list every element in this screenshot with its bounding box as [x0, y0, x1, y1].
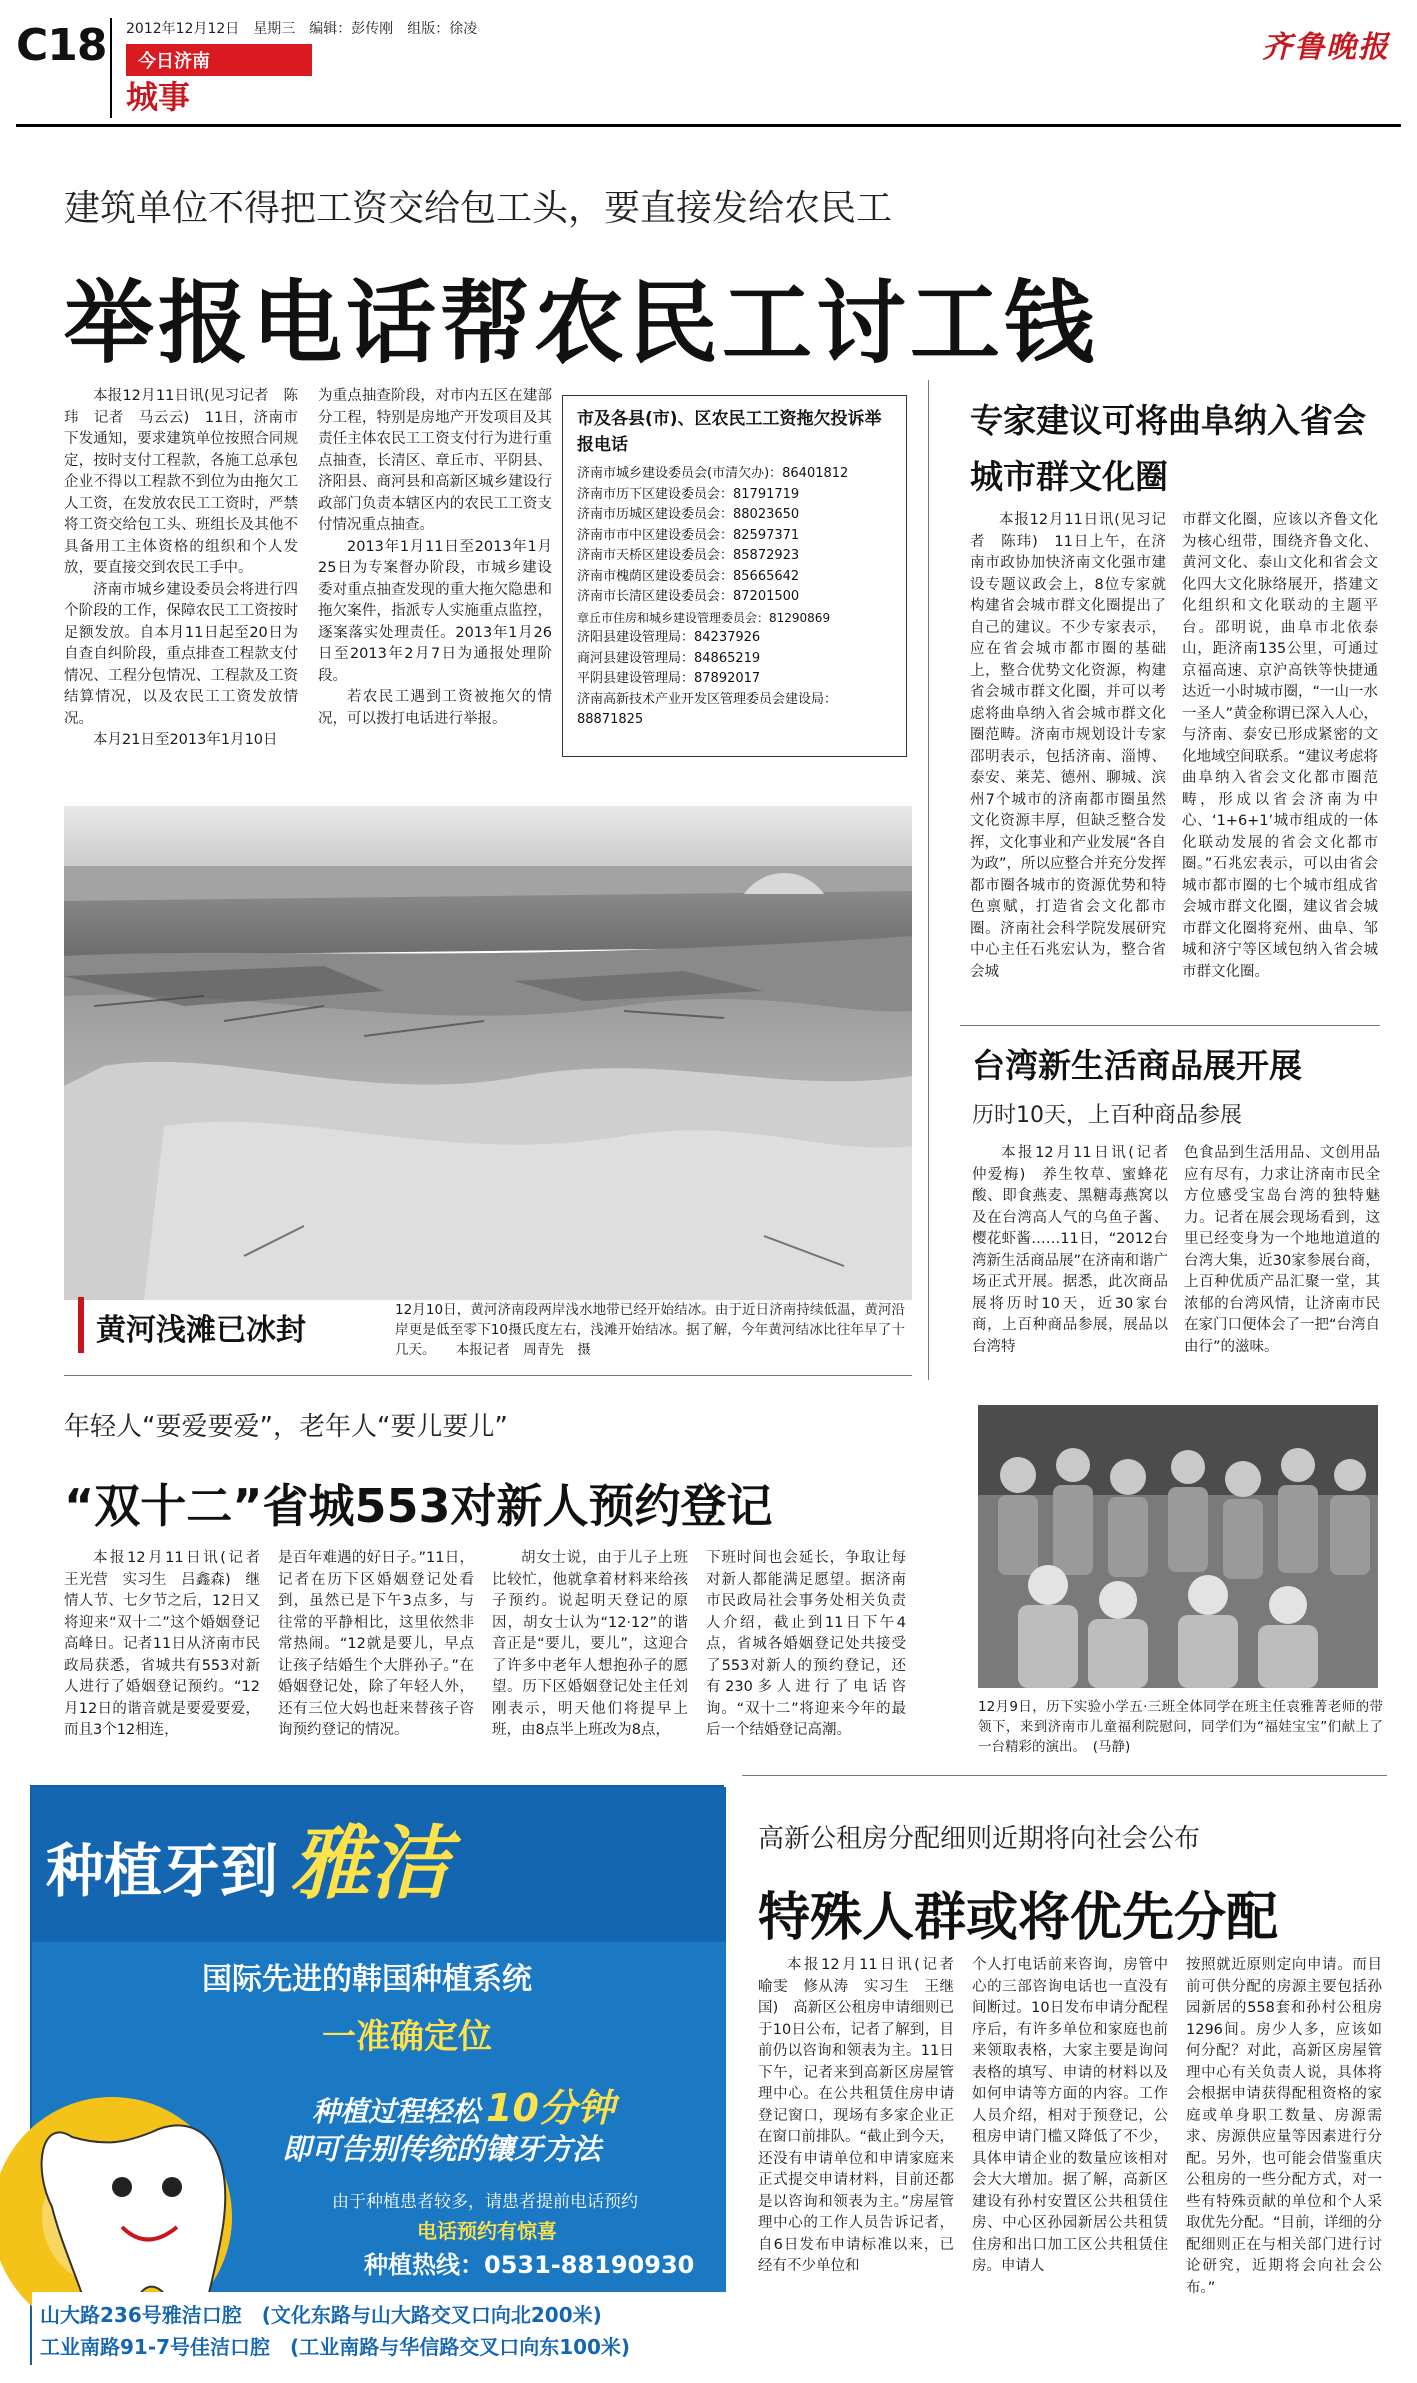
lead-headline: 举报电话帮农民工讨工钱 [64, 271, 1098, 376]
culture-col1-text: 本报12月11日讯(见习记者 陈玮) 11日上午，在济南市政协加快济南文化强市建设专题议政会上，8位专家就构建省会城市群文化圈提出了自己的建议。不少专家表示，应在省会城市都市圈的基础上，整合优势文化资源，构建省会城市群文化圈，并可以考虑将曲阜纳入省会城市群文化圈范畴。济南市规划设计专家邵明表示，包括济南、淄博、泰安、莱芜、德州、聊城、滨州7个城市的济南都市圈虽然文化资源丰厚，但缺乏整合发挥，文化事业和产业发展“各自为政”，所以应整合并充分发挥都市圈各城市的资源优势和特色禀赋，打造省会文化都市圈。济南社会科学院发展研究中心主任石兆宏认为，整合省会城 [970, 512, 1167, 980]
housing-headline: 特殊人群或将优先分配 [758, 1888, 1279, 1948]
lead-col2-p2: 2013年1月11日至2013年1月25日为专案督办阶段，市城乡建设委对重点抽查发现的重大拖欠隐患和拖欠案件，指派专人实施重点监控，逐案落实处理责任。2013年1月26日至2013年2月7日为通报处理阶段。 [318, 538, 552, 684]
page-code: C18 [16, 20, 107, 71]
hotline-row: 章丘市住房和城乡建设管理委员会：81290869 [577, 610, 831, 625]
brand-logo: 齐鲁晚报 [1262, 30, 1390, 65]
ad-hotline: 种植热线：0531-88190930 [364, 2251, 695, 2279]
lead-kicker: 建筑单位不得把工资交给包工头，要直接发给农民工 [64, 188, 893, 229]
wedding-top-rule [64, 1375, 912, 1376]
lead-col1-p3: 本月21日至2013年1月10日 [93, 732, 278, 748]
kids-photo [978, 1405, 1378, 1688]
header-rule [16, 124, 1401, 127]
dental-ad [30, 1785, 724, 2365]
housing-col3-text: 按照就近原则定向申请。而目前可供分配的房源主要包括孙园新居的558套和孙村公租房1296间。房少人多，应该如何分配？对此，高新区房屋管理中心有关负责人说，具体将会根据申请获得配租资格的家庭或单身职工数量、房源需求、房源供应量等因素进行分配。另外，也可能会借鉴重庆公租房的一些分配方式，对一些有特殊贡献的单位和个人采取优先分配。“目前，详细的分配细则正在与相关部门进行讨论研究，近期将会向社会公布。” [1186, 1957, 1383, 2296]
section-tab: 今日济南 [126, 44, 312, 76]
wedding-col4 [706, 1548, 906, 1763]
wedding-col2-text: 是百年难遇的好日子。”11日，记者在历下区婚姻登记处看到，虽然已是下午3点多，与往常的平静相比，这里依然非常热闹。“12就是要儿，早点让孩子结婚生个大胖孙子。”在婚姻登记处，除了年轻人外，还有三位大妈也赶来替孩子咨询预约登记的情况。 [278, 1550, 474, 1738]
ad-line4 [312, 2077, 615, 2132]
ad-address-1: 山大路236号雅洁口腔 (文化东路与山大路交叉口向北200米) [40, 2303, 602, 2327]
culture-col2 [1182, 510, 1378, 1015]
hotline-row: 济南市槐荫区建设委员会：85665642 [577, 568, 800, 584]
hotline-row: 平阴县建设管理局：87892017 [577, 671, 761, 686]
ad-line4-b: 10分钟 [486, 2086, 615, 2130]
culture-headline-text: 专家建议可将曲阜纳入省会城市群文化圈 [970, 401, 1366, 496]
housing-kicker: 高新公租房分配细则近期将向社会公布 [758, 1824, 1201, 1854]
ad-line3: 一准确定位 [322, 2017, 492, 2057]
hotline-box [562, 395, 907, 757]
lead-col1-p2: 济南市城乡建设委员会将进行四个阶段的工作，保障农民工工资按时足额发放。自本月11日起至20日为自查自纠阶段，重点排查工程款支付情况、工程分包情况、工程款及工资结算情况，以及农民工工资发放情况。 [64, 581, 298, 727]
ad-line4-a: 种植过程轻松 [312, 2095, 481, 2128]
culture-col1 [970, 510, 1166, 1015]
hotline-row: 济南市长清区建设委员会：87201500 [577, 589, 800, 604]
kids-photo-caption: 12月9日，历下实验小学五·三班全体同学在班主任袁雅菁老师的带领下，来到济南市儿童福利院慰问，同学们为“福娃宝宝”们献上了一台精彩的演出。 (马静) [978, 1699, 1383, 1755]
taiwan-col2-text: 色食品到生活用品、文创用品应有尽有，力求让济南市民全方位感受宝岛台湾的独特魅力。记者在展会现场看到，这里已经变身为一个地地道道的台湾大集，近30家参展台商，上百种优质产品汇聚一堂，其浓郁的台湾风情，让济南市民在家门口便体会了一把“台湾自由行”的滋味。 [1184, 1145, 1381, 1355]
hotline-row: 济南市市中区建设委员会：82597371 [577, 527, 800, 543]
hotline-row: 济南市历下区建设委员会：81791719 [577, 486, 800, 502]
wedding-col3 [492, 1548, 688, 1763]
culture-headline [970, 393, 1390, 505]
ad-line7: 电话预约有惊喜 [417, 2219, 557, 2243]
kids-photo-image [978, 1405, 1378, 1688]
taiwan-subhead: 历时10天，上百种商品参展 [972, 1103, 1242, 1128]
culture-col2-text: 市群文化圈，应该以齐鲁文化为核心纽带，围绕齐鲁文化、黄河文化、泰山文化和省会文化四大文化脉络展开，搭建文化组织和文化联动的主题平台。邵明说，曲阜市北依泰山，距济南135公里，可通过京福高速、京沪高铁等快捷通达近一小时城市圈，“一山一水一圣人”黄金称谓已深入人心，与济南、泰安已形成紧密的文化地域空间联系。“建议考虑将曲阜纳入省会文化都市圈范畴，形成以省会济南为中心、‘1+6+1’城市组成的一体化联动发展的省会文化都市圈。”石兆宏表示，可以由省会城市都市圈的七个城市组成省会城市群文化圈，建议省会城市群文化圈将兖州、曲阜、邹城和济宁等区域包纳入省会城市群文化圈。 [1182, 512, 1379, 980]
wedding-col3-text: 胡女士说，由于儿子上班比较忙，他就拿着材料来给孩子预约。说起明天登记的原因，胡女士认为“12·12”的谐音正是“要儿，要儿”，这迎合了许多中老年人想抱孙子的愿望。历下区婚姻登记处主任刘刚表示，明天他们将提早上班，由8点半上班改为8点， [492, 1550, 688, 1738]
header-divider-vertical [110, 18, 112, 118]
taiwan-col1-text: 本报12月11日讯(记者 仲爱梅) 养生牧草、蜜蜂花酸、即食燕麦、黑糖毒燕窝以及在台湾高人气的乌鱼子酱、樱花虾酱……11日，“2012台湾新生活商品展”在济南和谐广场正式开展。据悉，此次商品展将历时10天，近30家台商，上百种商品参展，展品以台湾特 [972, 1145, 1183, 1355]
housing-col1 [758, 1955, 969, 2365]
hotline-row: 商河县建设管理局：84865219 [577, 650, 761, 666]
wedding-col4-text: 下班时间也会延长，争取让每对新人都能满足愿望。据济南市民政局社会事务处相关负责人介绍，截止到11日下午4点，省城各婚姻登记处共接受了553对新人的预约登记，还有230多人进行了电话咨询。“双十二”将迎来今年的最后一个结婚登记高潮。 [706, 1550, 906, 1738]
ad-line5: 即可告别传统的镶牙方法 [282, 2132, 602, 2166]
ad-line6: 由于种植患者较多，请患者提前电话预约 [332, 2192, 638, 2212]
river-photo-caption: 12月10日，黄河济南段两岸浅水地带已经开始结冰。由于近日济南持续低温，黄河沿岸更是低至零下10摄氏度左右，浅滩开始结冰。据了解，今年黄河结冰比往年早了十几天。 本报记者 周青先 摄 [395, 1302, 905, 1358]
housing-col3 [1186, 1955, 1382, 2365]
hotline-row: 济南市历城区建设委员会：88023650 [577, 507, 800, 522]
wedding-kicker: 年轻人“要爱要爱”，老年人“要儿要儿” [64, 1412, 508, 1442]
header-meta: 2012年12月12日 星期三 编辑：彭传刚 组版：徐凌 [126, 21, 478, 37]
hotline-row: 济南高新技术产业开发区管理委员会建设局：88871825 [577, 691, 838, 727]
taiwan-headline: 台湾新生活商品展开展 [972, 1046, 1302, 1085]
lead-col2 [318, 386, 552, 776]
wedding-col1-text: 本报12月11日讯(记者 王光营 实习生 吕鑫森) 继情人节、七夕节之后，12日又将迎来“双十二”这个婚姻登记高峰日。记者11日从济南市民政局获悉，省城共有553对新人进行了婚姻登记预约。“12月12日的谐音就是要爱要爱，而且3个12相连， [64, 1550, 275, 1738]
ad-line1 [46, 1799, 450, 1914]
section-name: 城事 [126, 78, 191, 116]
hotline-row: 济阳县建设管理局：84237926 [577, 630, 761, 645]
ad-line2: 国际先进的韩国种植系统 [202, 1962, 532, 1997]
hotline-title: 市及各县(市)、区农民工工资拖欠投诉举报电话 [577, 409, 882, 455]
lead-col1-p1: 本报12月11日讯(见习记者 陈玮 记者 马云云) 11日，济南市下发通知，要求建筑单位按照合同规定，按时支付工程款，各施工总承包企业不得以工程款不到位为由拖欠工人工资，在发放农民工工资时，严禁将工资交给包工头、班组长及其他不具备用工主体资格的组织和个人发放，要直接交到农民工手中。 [64, 388, 298, 576]
wedding-col2 [278, 1548, 474, 1763]
river-photo-label: 黄河浅滩已冰封 [96, 1313, 306, 1348]
wedding-headline: “双十二”省城553对新人预约登记 [64, 1479, 773, 1533]
ad-line1-a: 种植牙到 [46, 1837, 279, 1905]
hotline-row: 济南市天桥区建设委员会：85872923 [577, 548, 800, 563]
column-divider [928, 380, 929, 1380]
taiwan-col2 [1184, 1143, 1380, 1373]
hotline-row: 济南市城乡建设委员会(市清欠办)：86401812 [577, 466, 849, 481]
river-photo [64, 806, 912, 1300]
housing-col2 [972, 1955, 1168, 2365]
ad-address-2: 工业南路91-7号佳洁口腔 (工业南路与华信路交叉口向东100米) [40, 2335, 631, 2359]
taiwan-col1 [972, 1143, 1183, 1373]
lead-col2-p1: 为重点抽查阶段，对市内五区在建部分工程，特别是房地产开发项目及其责任主体农民工工资支付行为进行重点抽查，长清区、章丘市、平阴县、济阳县、商河县和高新区城乡建设行政部门负责本辖区内的农民工工资支付情况重点抽查。 [318, 388, 552, 533]
wedding-col1 [64, 1548, 275, 1763]
culture-divider [960, 1025, 1380, 1026]
lead-col2-p3: 若农民工遇到工资被拖欠的情况，可以拨打电话进行举报。 [318, 689, 552, 727]
housing-col2-text: 个人打电话前来咨询，房管中心的三部咨询电话也一直没有间断过。10日发布申请分配程序后，有许多单位和家庭也前来领取表格，大家主要是询问表格的填写、申请的材料以及如何申请等方面的内容。工作人员介绍，相对于预登记，公租房申请门槛又降低了不少，具体申请企业的数量应该相对会大大增加。据了解，高新区建设有孙村安置区公共租赁住房、中心区孙园新居公共租赁住房和出口加工区公共租赁住房。申请人 [972, 1957, 1168, 2274]
river-photo-label-bar [78, 1297, 84, 1353]
ad-brand-name: 雅洁 [290, 1817, 451, 1910]
lead-col1 [64, 386, 298, 776]
river-photo-image [64, 806, 912, 1300]
housing-top-rule [742, 1775, 1387, 1776]
housing-col1-text: 本报12月11日讯(记者 喻雯 修从涛 实习生 王继国) 高新区公租房申请细则已于10日公布，记者了解到，目前仍以咨询和领表为主。11日下午，记者来到高新区房屋管理中心。在公共租赁住房申请登记窗口，现场有多家企业正在窗口前排队。“截止到今天，还没有申请单位和申请家庭来正式提交申请材料，目前还都是以咨询和领表为主。”房屋管理中心的工作人员告诉记者，自6日发布申请标准以来，已经有不少单位和 [758, 1957, 969, 2274]
